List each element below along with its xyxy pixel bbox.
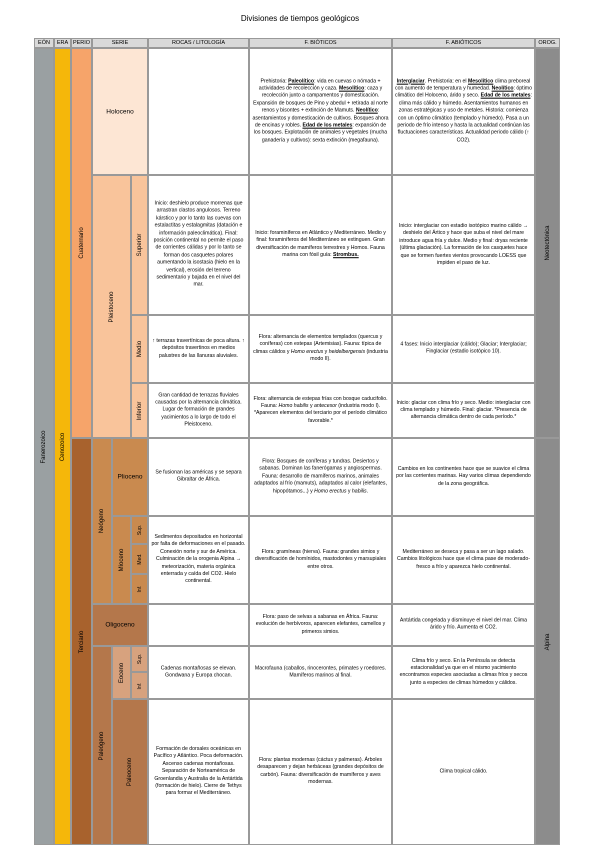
rocas-paleoceno — [148, 699, 249, 845]
alpina-label: Alpina — [544, 633, 551, 650]
bioticos-plioceno — [249, 438, 392, 516]
serie-holoceno — [92, 48, 148, 175]
header-periodo: PERIO — [72, 40, 91, 46]
sub-medio — [131, 315, 148, 383]
era-label: Cenozoico — [59, 432, 66, 461]
mioceno-med-label: Med. — [136, 553, 143, 565]
bioticos-plioceno-text: Flora: Bosques de coníferas y tundras. Desiertos y sabanas. Dominan las fanerógamas y angiospermas. Fauna: desarrollo de mamíferos marinos, animales adaptados al frío (mamuts), adaptados al calor (elefantes, hipopótamos...) y Homo erectus y habilis. — [254, 458, 387, 495]
eoceno-sup-label: Sup. — [136, 653, 143, 665]
eoceno-inf — [131, 672, 148, 699]
header-serie: SERIE — [92, 38, 148, 48]
eon-fanerozoico — [34, 48, 54, 845]
abioticos-holoceno — [392, 48, 535, 175]
abioticos-holoceno-text: Interglaciar. Prehistoria: en el Mesolítico clima preboreal con aumento de temperatura y humedad. Neolítico: óptimo climático del Holoceno, árido y seco. Edad de los metales: clima más cálido y húmedo. Asentamientos humanos en zonas estratégicas y uso de metales. Historia: comienza con un óptimo climático (templado y húmedo). Pasa a un periodo de frío intenso y hasta la actualidad continúan las fluctuaciones características. Actualidad periodo cálido (↑ CO2). — [395, 78, 532, 144]
mioceno-med — [131, 544, 148, 574]
eoceno-label: Eoceno — [118, 662, 125, 683]
abioticos-medio-text: 4 fases: Inicio interglaciar (cálido); Glaciar; Interglaciar; Finglaciar (estadio isotópico 10). — [400, 341, 527, 355]
abioticos-medio — [392, 315, 535, 383]
abioticos-paleoceno-text: Clima tropical cálido. — [439, 768, 488, 775]
header-abioticos: F. ABIÓTICOS — [392, 38, 535, 48]
serie-paleoceno — [112, 699, 148, 845]
serie-plioceno — [112, 438, 148, 516]
abioticos-oligoceno — [392, 604, 535, 646]
rocas-medio-text: ↑ terrazas travertínicas de poca altura. ↑ depósitos travertinos en medios palustres de las llanuras aluviales. — [152, 337, 245, 359]
mioceno-sup-label: Sup. — [136, 524, 143, 536]
abioticos-plioceno — [392, 438, 535, 516]
rocas-eoceno-text: Cadenas montañosas se elevan. Gondwana y Europa chocan. — [160, 665, 237, 679]
eoceno-inf-label: Inf. — [136, 682, 143, 689]
serie-mioceno — [112, 516, 131, 604]
abioticos-eoceno-text: Clima frío y seco. En la Península se detecta estacionalidad ya que en el mismo yacimiento encontramos especies asociadas a climas fríos y secos junto a especies de climas húmedos y cálidos. — [399, 657, 528, 686]
period-terciario — [71, 438, 92, 845]
bioticos-medio — [249, 315, 392, 383]
abioticos-inferior-text: Inicio: glaciar con clima frío y seco. Medio: interglaciar con clima templado y húmedo. Final: glaciar. *Presencia de alternancia climática dentro de cada período.* — [396, 399, 531, 421]
rocas-plioceno — [148, 438, 249, 516]
sub-inferior — [131, 383, 148, 438]
paleoceno-label: Paleoceno — [127, 757, 133, 787]
serie-pleistoceno — [92, 175, 131, 438]
rocas-superior — [148, 175, 249, 315]
eon-label: Fanerozoico — [41, 429, 47, 464]
medio-label: Medio — [136, 340, 143, 358]
rocas-mioceno — [148, 516, 249, 604]
abioticos-mioceno — [392, 516, 535, 604]
bioticos-holoceno-text: Prehistoria: Paleolítico: vida en cuevas o nómada + actividades de recolección y caza. Mesolítico: caza y recolección junto a campamentos y domesticación. Expansión de bosques de Pino y abedul + retirada al norte renos y bisontes + extinción de Mamuts. Neolítico: asentamientos y domesticación de cultivos. Bosques ahora de encinas y robles. Edad de los metales: expansión de los bosques. Explotación de animales y vegetales (mucha ganadería y cultivos): sexta extinción (megafauna). — [252, 78, 389, 144]
abioticos-superior — [392, 175, 535, 315]
serie-eoceno — [112, 646, 131, 699]
bioticos-superior — [249, 175, 392, 315]
bioticos-eoceno — [249, 646, 392, 699]
abioticos-mioceno-text: Mediterráneo se deseca y pasa a ser un lago salado. Cambios litológicos hace que el clima pase de moderado-fresco a frío y aparezca hielo continental. — [397, 548, 530, 570]
sub-neogeno — [92, 438, 112, 604]
orog-alpina — [535, 438, 560, 845]
header-era: ERA — [54, 38, 71, 48]
bioticos-eoceno-text: Macrofauna (caballos, rinocerontes, primates y roedores. Mamíferos marinos al final. — [254, 665, 387, 679]
bioticos-oligoceno — [249, 604, 392, 646]
bioticos-oligoceno-text: Flora: paso de selvas a sabanas en África. Fauna: evolución de herbívoros, aparecen elefantes, camellos y primeros simios. — [255, 613, 386, 635]
header-eon: EÓN — [34, 38, 54, 48]
abioticos-oligoceno-text: Antártida congelada y disminuye el nivel del mar. Clima árido y frío. Aumenta el CO2. — [399, 617, 528, 631]
oligoceno-label: Oligoceno — [105, 621, 135, 629]
rocas-superior-text: Inicio: deshielo produce morrenas que arrastran clastos angulosos. Terreno kárstico y por lo tanto las cuevas con estalactitas y estalagmitas (datación e información paleoclimática). Final: posición continental no permite el paso de corrientes cálidas y por lo tanto se forman dos casquetes polares aumentando la isostasia (hielo en la vertical), erosión del terreno sedimentario y bajada en el nivel del mar. — [153, 200, 244, 289]
abioticos-superior-text: Inicio: interglaciar con estadio isotópico marino cálido → deshielo del Ártico y hace que suba el nivel del mare introduce agua fría y dulce. Medio y final: dryas reciente (última glaciación). La formación de los casquetes hace que se formen fuertes vientos provocando LOESS que impiden el paso de luz. — [398, 222, 529, 266]
abioticos-plioceno-text: Cambios en los continentes hace que se suavice el clima por las corrientes marinas. Hay varios climas dependiendo de la zona geográfica. — [396, 465, 531, 487]
pleistoceno-label: Pleistoceno — [108, 290, 115, 323]
rocas-inferior-text: Gran cantidad de terrazas fluviales causadas por la alternancia climática. Lugar de formación de grandes yacimientos a lo largo de todo el Pleistoceno. — [155, 391, 242, 428]
bioticos-paleoceno — [249, 699, 392, 845]
rocas-eoceno — [148, 646, 249, 699]
sub-superior — [131, 175, 148, 315]
abioticos-inferior — [392, 383, 535, 438]
bioticos-holoceno — [249, 48, 392, 175]
holoceno-label: Holoceno — [106, 108, 134, 115]
period-cuaternario — [71, 48, 92, 438]
terciario-label: Terciario — [78, 630, 85, 653]
sub-paleogeno — [92, 646, 112, 845]
superior-label: Superior — [136, 233, 143, 257]
rocas-medio — [148, 315, 249, 383]
rocas-inferior — [148, 383, 249, 438]
cuaternario-label: Cuaternario — [78, 227, 85, 259]
header-orog: OROG. — [535, 38, 560, 48]
neotectonica-label: Neotectónica — [544, 225, 551, 261]
header-rocas: ROCAS / LITOLOGÍA — [148, 38, 249, 48]
bioticos-inferior-text: Flora: alternancia de estepas frías con bosque caducifolio. Fauna: Homo habilis y antecesor (industria modo I). *Aparecen elementos del terciario por el período climático favorable.* — [253, 395, 388, 424]
bioticos-mioceno — [249, 516, 392, 604]
rocas-mioceno-text: Sedimentos depositados en horizontal por falta de deformaciones en el pasado. Conexión norte y sur de América. Culminación de la orogenia Alpina → meteorización, materia orgánica enterrada y caída del CO2. Hielo continental. — [151, 534, 246, 585]
abioticos-eoceno — [392, 646, 535, 699]
serie-oligoceno — [92, 604, 148, 646]
mioceno-label: Mioceno — [118, 548, 125, 572]
rocas-plioceno-text: Se fusionan las américas y se separa Gibraltar de África. — [155, 469, 242, 483]
header-bioticos: F. BIÓTICOS — [249, 38, 392, 48]
bioticos-paleoceno-text: Flora: plantas modernas (cáctus y palmeras). Árboles desaparecen y dejan herbáceas (grandes depósitos de carbón). Fauna: diversificación de mamíferos y aves modernas. — [257, 757, 384, 786]
bioticos-superior-text: Inicio: foraminíferos en Atlántico y Mediterráneo. Medio y final: foraminíferos del Mediterráneo se extinguen. Gran diversificación de mamíferos terrestres y Homos. Fauna marina con fósil guía: Strombus. — [255, 230, 386, 259]
rocas-paleoceno-text: Formación de dorsales oceánicas en Pacífico y Atlántico. Poca deformación. Ascenso cadenas montañosas. Separación de Norteamérica de Groenlandia y Australia de la Antártida (formación de hielo). Cierre de Tethys para formar el Mediterráneo. — [153, 746, 244, 797]
abioticos-paleoceno — [392, 699, 535, 845]
mioceno-inf — [131, 574, 148, 604]
bioticos-medio-text: Flora: alternancia de elementos templados (quercus y coníferas) con estepas (Artemisias). Fauna: típica de climas cálidos y Homo erectus y heidelbergensis (industria modo II). — [253, 334, 388, 363]
era-cenozoico — [54, 48, 71, 845]
rocas-oligoceno — [148, 604, 249, 646]
bioticos-mioceno-text: Flora: gramíneas (hierva). Fauna: grandes simios y diversificación de homínidos, mastodontes y marsupiales entre otros. — [254, 548, 387, 570]
mioceno-sup — [131, 516, 148, 544]
eoceno-sup — [131, 646, 148, 672]
neogeno-label: Neógeno — [99, 508, 105, 534]
page-title: Divisiones de tiempos geológicos — [240, 14, 360, 23]
mioceno-inf-label: Inf. — [136, 585, 143, 593]
bioticos-inferior — [249, 383, 392, 438]
rocas-holoceno — [148, 48, 249, 175]
inferior-label: Inferior — [136, 401, 143, 420]
orog-neotectonica — [535, 48, 560, 438]
plioceno-label: Plioceno — [117, 473, 143, 481]
paleogeno-label: Paleógeno — [99, 731, 105, 760]
